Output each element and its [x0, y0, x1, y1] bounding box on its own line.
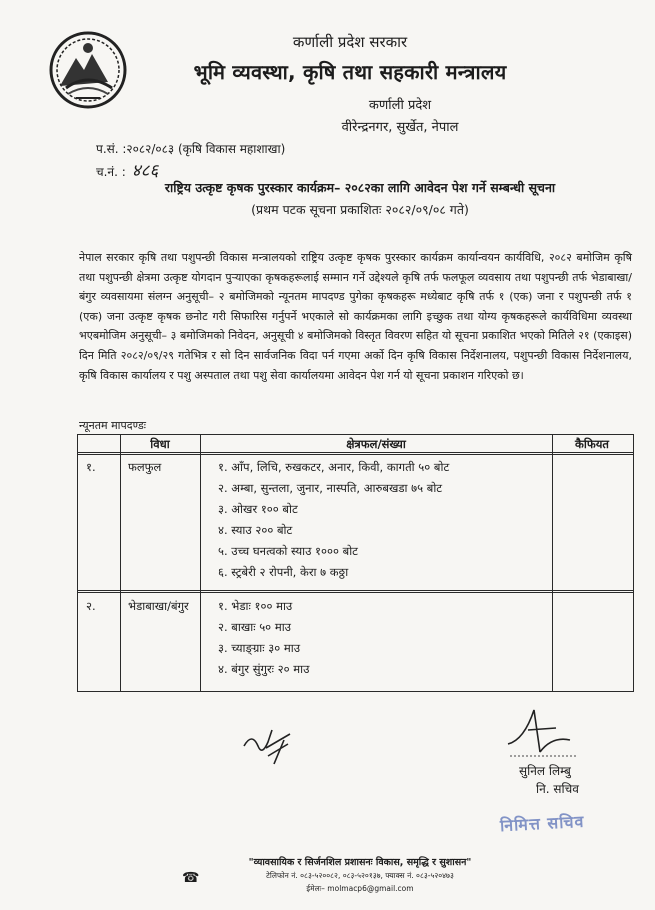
table-divider: [78, 454, 633, 455]
criteria-table: [77, 434, 634, 692]
header-province: कर्णाली प्रदेश: [368, 98, 432, 113]
signatory-name: सुनिल लिम्बु: [519, 764, 571, 778]
table-divider: [78, 452, 633, 453]
government-emblem-icon: [46, 28, 130, 112]
footer-email: ईमेलः– molmacp6@gmail.com: [306, 884, 414, 893]
dispatch-number-value: ४८६: [131, 161, 159, 181]
footer-phone: टेलिफोन नं. ०८३-५२००८२, ०८३-५२०१३७, फ्याक्स नं. ०८३-५२०४७३: [266, 871, 454, 880]
row-serial-number: २.: [86, 599, 96, 613]
dispatch-number-label: च.नं. :: [96, 165, 126, 179]
criteria-item: ६. स्ट्रबेरी २ रोपनी, केरा ७ कठ्ठा: [218, 565, 349, 579]
criteria-item: ३. च्याङ्ग्राः ३० माउ: [218, 641, 301, 655]
header-government: कर्णाली प्रदेश सरकार: [292, 33, 408, 51]
notice-title: राष्ट्रिय उत्कृष्ट कृषक पुरस्कार कार्यक्रम– २०८२का लागि आवेदन पेश गर्ने सम्बन्धी सूचना: [164, 180, 556, 195]
criteria-item: १. आँप, लिचि, रुखकटर, अनार, किवी, कागती ५० बोट: [218, 460, 450, 474]
dispatch-number: [96, 158, 158, 181]
footer-motto: "व्यावसायिक र सिर्जनशिल प्रशासनः विकास, समृद्धि र सुशासन": [248, 857, 472, 868]
criteria-item: ५. उच्च घनत्वको स्याउ १००० बोट: [218, 544, 358, 558]
criteria-item: २. अम्बा, सुन्तला, जुनार, नास्पति, आरुबखडा ७५ बोट: [218, 481, 443, 495]
criteria-label: न्यूनतम मापदण्डः: [79, 419, 146, 432]
column-header-category: विधा: [150, 437, 170, 451]
column-header-remarks: कैफियत: [575, 437, 609, 451]
row-category: भेडाबाखा/बंगुर: [128, 599, 189, 613]
telephone-icon: ☎: [182, 870, 200, 886]
table-divider: [200, 435, 201, 691]
table-divider: [78, 590, 633, 591]
row-category: फलफुल: [128, 460, 162, 474]
notice-subtitle: (प्रथम पटक सूचना प्रकाशितः २०८२/०९/०८ गते): [251, 202, 469, 217]
criteria-item: ३. ओखर १०० बोट: [218, 502, 298, 516]
official-stamp: निमित्त सचिव: [499, 811, 585, 836]
letter-reference-number: प.सं. :२०८२/०८३ (कृषि विकास महाशाखा): [96, 142, 286, 156]
table-divider: [120, 435, 121, 691]
header-ministry: भूमि व्यवस्था, कृषि तथा सहकारी मन्त्रालय: [193, 60, 507, 84]
criteria-item: १. भेडाः १०० माउ: [218, 599, 293, 613]
criteria-item: २. बाखाः ५० माउ: [218, 620, 291, 634]
header-address: वीरेन्द्रनगर, सुर्खेत, नेपाल: [341, 120, 459, 135]
table-divider: [78, 592, 633, 593]
criteria-item: ४. स्याउ २०० बोट: [218, 523, 293, 537]
initials-signature-icon: [238, 720, 298, 770]
officer-signature-icon: [500, 700, 580, 760]
table-divider: [552, 435, 553, 691]
criteria-item: ४. बंगुर सुंगुरः २० माउ: [218, 662, 310, 676]
column-header-area-count: क्षेत्रफल/संख्या: [346, 437, 406, 451]
signatory-title: नि. सचिव: [536, 782, 579, 796]
row-serial-number: १.: [86, 460, 96, 474]
notice-body: नेपाल सरकार कृषि तथा पशुपन्छी विकास मन्त्रालयको राष्ट्रिय उत्कृष्ट कृषक पुरस्कार कार्यक्रम कार्यान्वयन कार्यविधि, २०८२ बमोजिम कृषि तथा पशुपन्छी क्षेत्रमा उत्कृष्ट योगदान पुऱ्याएका कृषकहरूलाई सम्मान गर्ने उद्देश्यले कृषि तर्फ फलफूल व्यवसाय तथा पशुपन्छी तर्फ भेडाबाखा/बंगुर व्यवसायमा संलग्न अनुसूची– २ बमोजिमको न्यूनतम मापदण्ड पुगेका कृषकहरू मध्येबाट कृषि तर्फ १ (एक) जना र पशुपन्छी तर्फ १ (एक) जना उत्कृष्ट कृषक छनोट गरी सिफारिस गर्नुपर्ने भएकाले सो कार्यक्रमका लागि इच्छुक तथा योग्य कृषकहरूले कार्यविधिमा व्यवस्था भएबमोजिम अनुसूची– ३ बमोजिमको निवेदन, अनुसूची ४ बमोजिमको विस्तृत विवरण सहित यो सूचना प्रकाशित भएको मितिले २१ (एकाइस) दिन मिति २०८२/०९/२९ गतेभित्र र सो दिन सार्वजनिक विदा पर्न गएमा अर्को दिन कृषि विकास निर्देशनालय, पशुपन्छी विकास निर्देशनालय, कृषि विकास कार्यालय र पशु अस्पताल तथा पशु सेवा कार्यालयमा आवेदन पेश गर्न यो सूचना प्रकाशन गरिएको छ।: [79, 251, 632, 382]
